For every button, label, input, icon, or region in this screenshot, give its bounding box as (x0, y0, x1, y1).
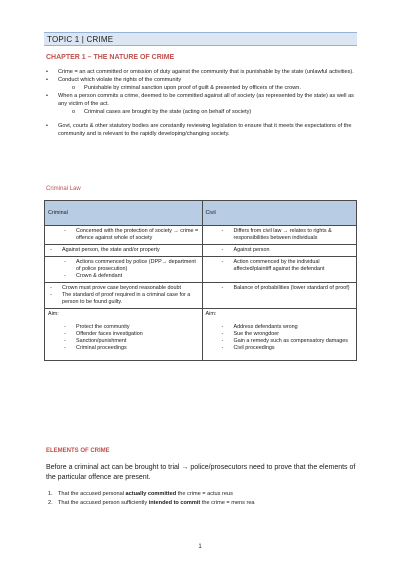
aim-criminal-cell (45, 309, 203, 361)
cell-line (48, 292, 199, 306)
criminal-vs-civil-table (44, 200, 357, 361)
aim-text: Address defendants wrong (233, 324, 298, 330)
table-row (45, 283, 357, 309)
bullet-text: Govt, courts & other statutory bodies are constantly reviewing legislation to ensure that it meets the expectations of the community and is relevant to the rapidly developing/changing society. (58, 123, 352, 137)
dash-marker: - (64, 259, 66, 265)
dash-marker: - (50, 247, 52, 253)
page-number: 1 (198, 544, 202, 550)
bullet-item (46, 84, 358, 92)
cell-line (206, 228, 353, 242)
dash-marker: - (221, 285, 224, 291)
cell-text: Against person (233, 247, 270, 253)
table-row (45, 226, 357, 245)
bullet-text: Punishable by criminal sanction upon proof of guilt & presented by officers of the crown. (84, 85, 301, 91)
bullet-marker: • (46, 69, 48, 75)
item-text: That the accused person sufficiently (58, 500, 149, 506)
dash-marker: - (50, 292, 52, 298)
aim-item (48, 345, 199, 352)
elements-intro: Before a criminal act can be brought to trial → police/prosecutors need to prove that the elements of the particular offence are present. (46, 464, 356, 481)
cell-line (206, 259, 353, 273)
bullet-item (46, 108, 358, 116)
criminal-cell (45, 245, 203, 257)
table-header-row (45, 201, 357, 226)
numbered-item (46, 490, 358, 498)
dash-marker: - (64, 345, 66, 351)
cell-line (206, 247, 353, 254)
elements-numbered-list (46, 490, 358, 508)
cell-text: Action commenced by the individual affected/plaintiff against the defendant (233, 259, 325, 272)
aim-text: Protect the community (76, 324, 130, 330)
bullet-text: Criminal cases are brought by the state (acting on behalf of society) (84, 109, 252, 115)
aim-item (206, 324, 353, 331)
dash-marker: - (221, 331, 224, 337)
aim-item (206, 331, 353, 338)
dash-marker: - (50, 285, 52, 291)
bullet-text: When a person commits a crime, deemed to be committed against all of society (as represented by the state) as well as any victim of the act. (58, 93, 354, 107)
cell-line (206, 285, 353, 292)
bullet-item (46, 122, 358, 138)
table-row (45, 257, 357, 283)
aim-text: Civil proceedings (233, 345, 275, 351)
cell-padding (206, 352, 353, 358)
dash-marker: - (221, 338, 224, 344)
elements-title: ELEMENTS OF CRIME (46, 448, 110, 454)
dash-marker: - (221, 345, 224, 351)
dash-marker: - (64, 338, 66, 344)
bullet-marker: • (46, 123, 48, 129)
civil-cell (202, 257, 356, 283)
cell-text: Balance of probabilities (lower standard of proof) (233, 285, 350, 291)
topic-header: TOPIC 1 | CRIME (44, 32, 357, 46)
item-emphasis: intended to commit (148, 500, 201, 506)
item-text-end: the crime = mens rea (200, 500, 255, 506)
item-number: 1. (48, 491, 53, 497)
aim-civil-cell (202, 309, 356, 361)
aim-item (206, 338, 353, 345)
aim-item (206, 345, 353, 352)
dash-marker: - (64, 273, 66, 279)
dash-marker: - (64, 331, 66, 337)
aim-label: Aim: (48, 311, 59, 317)
cell-text: Against person, the state and/or property (62, 247, 160, 253)
header-civil: Civil (202, 201, 356, 226)
aim-row (45, 309, 357, 361)
item-number: 2. (48, 500, 53, 506)
bullet-text: Conduct which violate the rights of the community (58, 77, 182, 83)
criminal-law-title: Criminal Law (46, 186, 81, 192)
dash-marker: - (221, 324, 224, 330)
bullet-marker: • (46, 93, 48, 99)
criminal-cell (45, 226, 203, 245)
bullet-item (46, 76, 358, 84)
dash-marker: - (221, 247, 224, 253)
chapter-heading: CHAPTER 1 – THE NATURE OF CRIME (46, 54, 175, 61)
civil-cell (202, 283, 356, 309)
item-text: That the accused personal (58, 491, 126, 497)
aim-item (48, 338, 199, 345)
aim-text: Offender faces investigation (76, 331, 143, 337)
aim-item (48, 324, 199, 331)
item-emphasis: actually committed (125, 491, 177, 497)
civil-cell (202, 245, 356, 257)
cell-text: Differs from civil law → relates to rights & responsibilities between individuals (233, 228, 332, 241)
intro-bullet-list (46, 68, 358, 138)
dash-marker: - (221, 259, 224, 265)
header-criminal: Criminal (45, 201, 203, 226)
bullet-item (46, 92, 358, 108)
aim-text: Criminal proceedings (76, 345, 127, 351)
cell-line (48, 259, 199, 273)
cell-text: The standard of proof required in a criminal case for a person to be found guilty. (62, 292, 191, 305)
bullet-item (46, 68, 358, 76)
cell-text: Actions commenced by police (DPP→ department of police prosecution) (76, 259, 196, 272)
cell-line (48, 247, 199, 254)
bullet-marker: • (46, 77, 48, 83)
aim-text: Sue the wrongdoer (233, 331, 280, 337)
sub-bullet-marker: o (72, 109, 76, 115)
item-text-end: the crime = actus reus (176, 491, 233, 497)
dash-marker: - (221, 228, 224, 234)
criminal-cell (45, 257, 203, 283)
numbered-item (46, 499, 358, 507)
cell-line (48, 228, 199, 242)
civil-cell (202, 226, 356, 245)
cell-line (48, 273, 199, 280)
aim-item (48, 331, 199, 338)
aim-text: Gain a remedy such as compensatory damages (233, 338, 348, 344)
bullet-text: Crime = an act committed or omission of duty against the community that is punishable by the state (unlawful activities). (58, 69, 354, 75)
cell-text: Crown & defendant (76, 273, 123, 279)
aim-label: Aim: (205, 311, 217, 317)
cell-padding (48, 352, 199, 358)
criminal-cell (45, 283, 203, 309)
table-row (45, 245, 357, 257)
cell-text: Concerned with the protection of society → crime = offence against whole of society (76, 228, 199, 241)
cell-line (48, 285, 199, 292)
dash-marker: - (64, 228, 66, 234)
cell-text: Crown must prove case beyond reasonable doubt (62, 285, 181, 291)
aim-text: Sanction/punishment (76, 338, 127, 344)
sub-bullet-marker: o (72, 85, 76, 91)
dash-marker: - (64, 324, 66, 330)
